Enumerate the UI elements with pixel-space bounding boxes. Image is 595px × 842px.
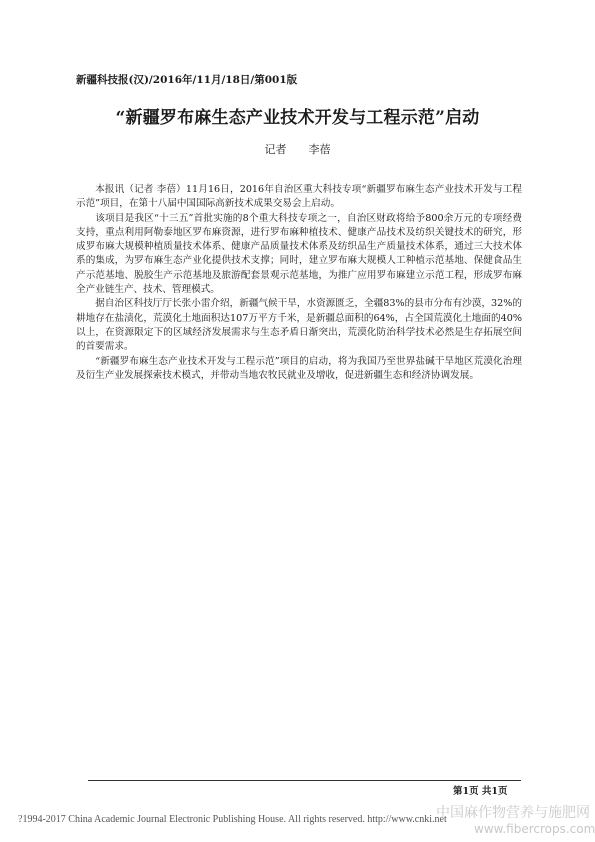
site-watermark-url: www.fibercrops.com [474, 822, 595, 836]
site-watermark: 中国麻作物营养与施肥网 [436, 805, 590, 821]
article-title: “新疆罗布麻生态产业技术开发与工程示范”启动 [115, 108, 480, 128]
copyright-notice: ?1994-2017 China Academic Journal Electronic Publishing House. All rights reserved. http://www.cnki.net [18, 814, 447, 825]
article-paragraph: 本报讯（记者 李蓓）11月16日，2016年自治区重大科技专项“新疆罗布麻生态产业技术开发与工程示范”项目，在第十八届中国国际高新技术成果交易会上启动。 [76, 184, 522, 210]
byline-author: 李蓓 [308, 143, 331, 156]
byline-label: 记者 [264, 143, 287, 156]
article-paragraph: 据自治区科技厅厅长张小雷介绍，新疆气候干旱，水资源匮乏，全疆83%的县市分布有沙漠，32%的耕地存在盐渍化，荒漠化土地面积达107万平方千米，是新疆总面积的64%，占全国荒漠化土地面的40%以上，在资源限定下的区域经济发展需求与生态矛盾日渐突出，荒漠化防治科学技术必然是生存拓展空间的首要需求。 [76, 298, 522, 353]
article-paragraph: “新疆罗布麻生态产业技术开发与工程示范”项目的启动，将为我国乃至世界盐碱干旱地区荒漠化治理及衍生产业发展探索技术模式，并带动当地农牧民就业及增收，促进新疆生态和经济协调发展。 [76, 355, 522, 381]
article-body [76, 183, 522, 383]
newspaper-source-line: 新疆科技报(汉)/2016年/11月/18日/第001版 [76, 74, 298, 86]
byline [0, 141, 595, 157]
article-paragraph: 该项目是我区“十三五”首批实施的8个重大科技专项之一，自治区财政将给予800余万元的专项经费支持，重点利用阿勒泰地区罗布麻资源，进行罗布麻种植技术、健康产品技术及纺织关键技术的研究，形成罗布麻大规模种植质量技术体系、健康产品质量技术体系及纺织品生产质量技术体系，通过三大技术体系的集成，为罗布麻生态产业化提供技术支撑；同时，建立罗布麻大规模人工种植示范基地、保健食品生产示范基地、脱胶生产示范基地及旅游配套景观示范基地，为推广应用罗布麻建立示范工程，形成罗布麻全产业链生产、技术、管理模式。 [76, 212, 522, 296]
footer-divider [88, 780, 521, 781]
page-number: 第1页 共1页 [453, 786, 508, 797]
